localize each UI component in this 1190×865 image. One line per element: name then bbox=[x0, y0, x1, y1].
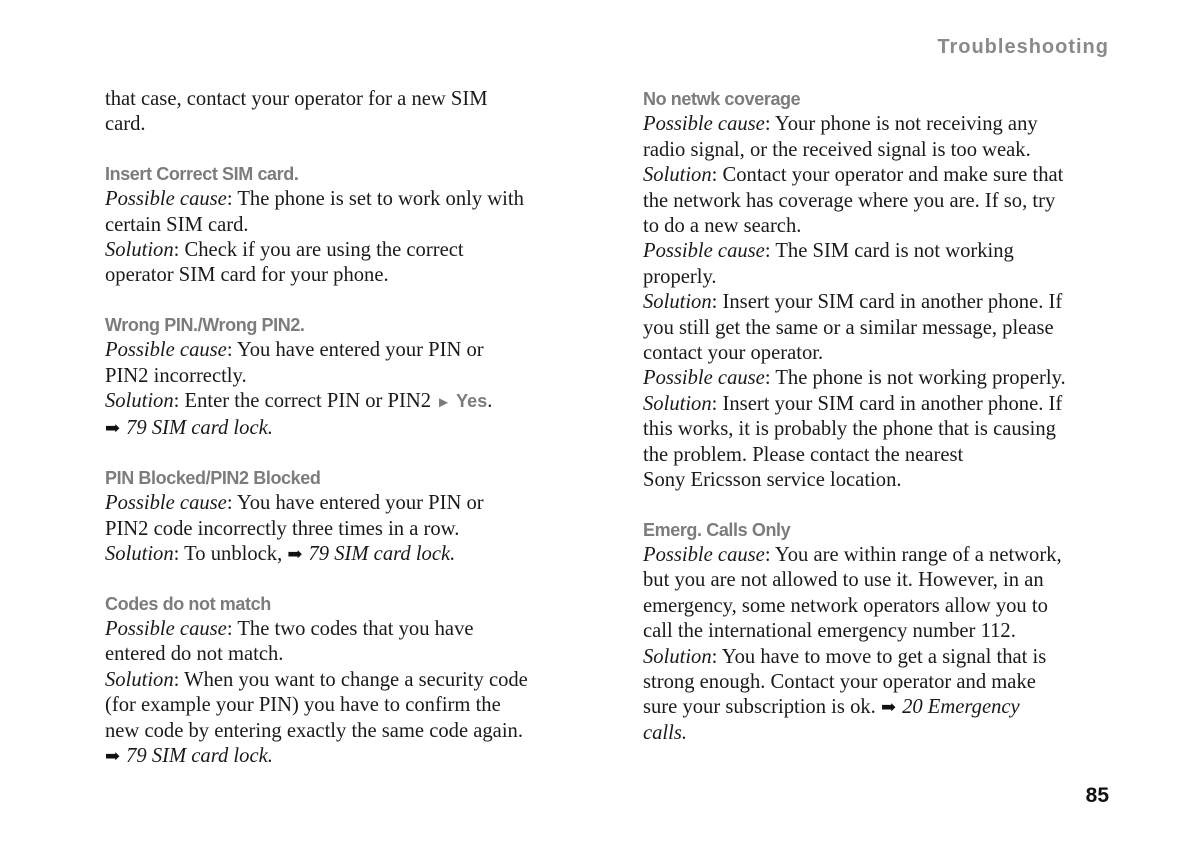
solution-line bbox=[105, 389, 575, 416]
solution-line: to do a new search. bbox=[643, 215, 802, 238]
heading-codes-do-not-match: Codes do not match bbox=[105, 593, 271, 614]
cause-line: call the international emergency number 112. bbox=[643, 620, 1016, 643]
heading-no-netwk-coverage: No netwk coverage bbox=[643, 89, 801, 109]
solution-label: Solution bbox=[105, 390, 174, 413]
cause-line bbox=[105, 491, 575, 516]
solution-line: contact your operator. bbox=[643, 342, 824, 365]
solution-text: : When you want to change a security code bbox=[173, 668, 528, 691]
reference-arrow-icon: ➡ bbox=[105, 418, 121, 439]
solution-label: Solution bbox=[105, 543, 174, 566]
right-column bbox=[643, 87, 1115, 746]
cause-line bbox=[643, 366, 1115, 391]
reference-line bbox=[105, 416, 575, 441]
solution-line: the network has coverage where you are. If so, try bbox=[643, 189, 1056, 212]
solution-text: : To unblock, bbox=[173, 543, 288, 566]
solution-label: Solution bbox=[643, 291, 712, 314]
solution-label: Solution bbox=[105, 239, 174, 262]
solution-line bbox=[105, 668, 575, 693]
reference-link[interactable]: 79 SIM card lock. bbox=[126, 417, 273, 440]
page-number: 85 bbox=[1085, 784, 1109, 807]
left-column bbox=[105, 87, 575, 769]
solution-text: sure your subscription is ok. bbox=[643, 696, 881, 719]
reference-line bbox=[105, 744, 575, 769]
solution-line bbox=[105, 542, 575, 567]
reference-link-continued[interactable]: calls. bbox=[643, 721, 688, 744]
solution-line bbox=[105, 238, 575, 263]
solution-text: : Check if you are using the correct bbox=[173, 239, 464, 262]
cause-line: certain SIM card. bbox=[105, 213, 249, 236]
cause-line bbox=[105, 338, 575, 363]
cause-line: PIN2 code incorrectly three times in a row. bbox=[105, 517, 460, 540]
solution-label: Solution bbox=[643, 392, 712, 415]
reference-link[interactable]: 79 SIM card lock. bbox=[308, 543, 456, 566]
reference-link[interactable]: 79 SIM card lock. bbox=[126, 744, 273, 767]
solution-label: Solution bbox=[643, 645, 712, 668]
solution-text: : Insert your SIM card in another phone. If bbox=[711, 291, 1063, 314]
heading-emerg-calls-only: Emerg. Calls Only bbox=[643, 519, 791, 540]
cause-label: Possible cause bbox=[105, 339, 227, 362]
cause-line bbox=[105, 187, 575, 212]
cause-label: Possible cause bbox=[105, 617, 227, 640]
cause-label: Possible cause bbox=[643, 113, 765, 136]
cause-label: Possible cause bbox=[643, 543, 765, 566]
solution-line: operator SIM card for your phone. bbox=[105, 264, 389, 287]
solution-text: : Insert your SIM card in another phone. If bbox=[711, 392, 1063, 415]
cause-label: Possible cause bbox=[105, 492, 227, 515]
cause-text: : The phone is set to work only with bbox=[226, 188, 524, 211]
solution-label: Solution bbox=[105, 668, 174, 691]
cause-line bbox=[643, 543, 1115, 568]
cause-line: entered do not match. bbox=[105, 643, 284, 666]
cause-label: Possible cause bbox=[643, 367, 765, 390]
cause-label: Possible cause bbox=[643, 240, 765, 263]
solution-line bbox=[643, 695, 1115, 720]
cause-text: : You have entered your PIN or bbox=[226, 339, 484, 362]
cause-line: PIN2 incorrectly. bbox=[105, 364, 247, 387]
reference-arrow-icon: ➡ bbox=[880, 697, 897, 718]
right-triangle-icon: ► bbox=[436, 395, 452, 412]
solution-line bbox=[643, 163, 1115, 188]
cause-text: : Your phone is not receiving any bbox=[764, 113, 1038, 136]
reference-link[interactable]: 20 Emergency bbox=[902, 696, 1020, 719]
reference-arrow-icon: ➡ bbox=[105, 745, 121, 766]
cause-text: : You have entered your PIN or bbox=[226, 492, 484, 515]
cause-line bbox=[643, 239, 1115, 264]
heading-pin-blocked: PIN Blocked/PIN2 Blocked bbox=[105, 467, 321, 488]
heading-wrong-pin: Wrong PIN./Wrong PIN2. bbox=[105, 314, 305, 335]
solution-label: Solution bbox=[643, 164, 712, 187]
cause-line: but you are not allowed to use it. However, in an bbox=[643, 569, 1044, 592]
solution-line: the problem. Please contact the nearest bbox=[643, 443, 964, 466]
solution-line: strong enough. Contact your operator and make bbox=[643, 670, 1036, 693]
period: . bbox=[487, 390, 493, 413]
intro-line: that case, contact your operator for a new SIM bbox=[105, 88, 488, 110]
cause-text: : The SIM card is not working bbox=[764, 240, 1014, 263]
solution-line bbox=[643, 645, 1115, 670]
solution-line bbox=[643, 290, 1115, 315]
yes-softkey-label: Yes bbox=[456, 391, 488, 412]
reference-line bbox=[643, 721, 1115, 746]
cause-text: : The phone is not working properly. bbox=[764, 367, 1066, 390]
reference-arrow-icon: ➡ bbox=[287, 544, 303, 565]
cause-line: properly. bbox=[643, 265, 717, 288]
cause-line: emergency, some network operators allow you to bbox=[643, 594, 1048, 617]
running-header: Troubleshooting bbox=[937, 36, 1109, 58]
solution-line bbox=[643, 392, 1115, 417]
solution-line: this works, it is probably the phone that is causing bbox=[643, 418, 1056, 441]
intro-line: card. bbox=[105, 113, 146, 136]
heading-insert-sim: Insert Correct SIM card. bbox=[105, 163, 299, 184]
cause-line bbox=[643, 112, 1115, 137]
solution-line: you still get the same or a similar message, please bbox=[643, 316, 1054, 339]
solution-text: : Enter the correct PIN or PIN2 bbox=[173, 390, 437, 413]
solution-line: (for example your PIN) you have to confirm the bbox=[105, 694, 501, 717]
cause-line: radio signal, or the received signal is too weak. bbox=[643, 138, 1031, 161]
solution-text: : Contact your operator and make sure that bbox=[711, 164, 1064, 187]
cause-text: : The two codes that you have bbox=[226, 617, 474, 640]
cause-text: : You are within range of a network, bbox=[764, 543, 1062, 566]
cause-line bbox=[105, 617, 575, 642]
cause-label: Possible cause bbox=[105, 188, 227, 211]
solution-line: new code by entering exactly the same code again. bbox=[105, 719, 523, 742]
solution-text: : You have to move to get a signal that is bbox=[711, 645, 1047, 668]
solution-line: Sony Ericsson service location. bbox=[643, 469, 902, 492]
